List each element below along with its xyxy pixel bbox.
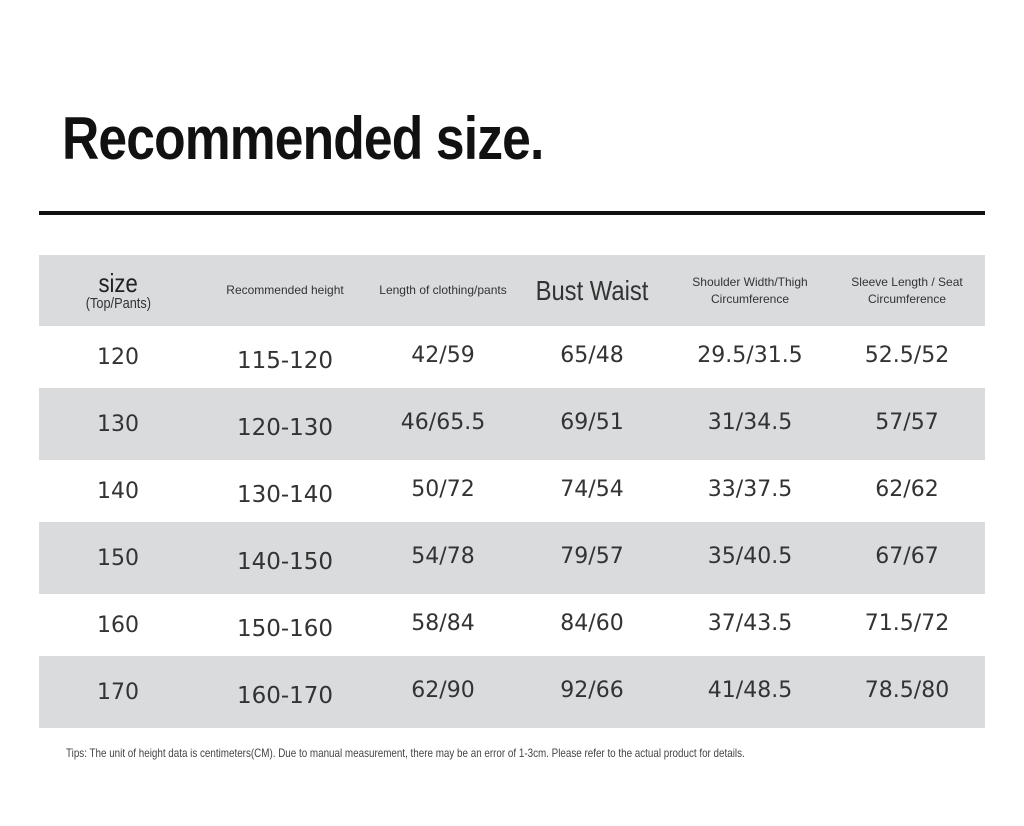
cell-shoulder: 29.5/31.5 bbox=[697, 342, 803, 368]
cell-bust-waist: 79/57 bbox=[560, 543, 624, 569]
table-row bbox=[39, 388, 985, 460]
cell-bust-waist: 69/51 bbox=[560, 409, 624, 435]
cell-height: 150-160 bbox=[236, 616, 334, 642]
cell-height: 160-170 bbox=[236, 683, 334, 709]
cell-shoulder: 33/37.5 bbox=[707, 476, 793, 502]
cell-size: 170 bbox=[97, 679, 139, 705]
cell-bust-waist: 84/60 bbox=[560, 610, 624, 636]
cell-bust-waist: 65/48 bbox=[560, 342, 624, 368]
cell-sleeve: 52.5/52 bbox=[864, 342, 950, 368]
cell-height: 140-150 bbox=[236, 549, 334, 575]
cell-size: 120 bbox=[97, 344, 139, 370]
header-height: Recommended height bbox=[226, 283, 344, 297]
cell-length: 50/72 bbox=[411, 476, 475, 502]
cell-sleeve: 57/57 bbox=[875, 409, 939, 435]
cell-shoulder: 35/40.5 bbox=[707, 543, 793, 569]
table-row bbox=[39, 656, 985, 728]
cell-length: 42/59 bbox=[411, 342, 475, 368]
cell-size: 150 bbox=[97, 545, 139, 571]
cell-sleeve: 78.5/80 bbox=[864, 677, 950, 703]
header-bust-waist: Bust Waist bbox=[535, 274, 649, 306]
cell-sleeve: 62/62 bbox=[875, 476, 939, 502]
cell-length: 46/65.5 bbox=[400, 409, 486, 435]
header-size bbox=[39, 255, 197, 326]
table-row bbox=[39, 594, 985, 656]
cell-bust-waist: 92/66 bbox=[560, 677, 624, 703]
cell-height: 115-120 bbox=[236, 348, 334, 374]
header-size-sub: (Top/Pants) bbox=[85, 295, 151, 312]
cell-bust-waist: 74/54 bbox=[560, 476, 624, 502]
cell-size: 140 bbox=[97, 478, 139, 504]
cell-shoulder: 31/34.5 bbox=[707, 409, 793, 435]
title-divider bbox=[39, 211, 985, 215]
cell-length: 58/84 bbox=[411, 610, 475, 636]
tips-note: Tips: The unit of height data is centimeters(CM). Due to manual measurement, there may be an error of 1-3cm. Please refer to the actual product for details. bbox=[66, 746, 745, 760]
size-table bbox=[39, 255, 985, 728]
table-row bbox=[39, 460, 985, 522]
header-size-label: size bbox=[98, 268, 138, 298]
cell-height: 120-130 bbox=[236, 415, 334, 441]
cell-length: 54/78 bbox=[411, 543, 475, 569]
header-sleeve: Sleeve Length / Seat Circumference bbox=[851, 274, 963, 306]
cell-shoulder: 37/43.5 bbox=[707, 610, 793, 636]
header-length: Length of clothing/pants bbox=[379, 283, 507, 297]
cell-sleeve: 71.5/72 bbox=[864, 610, 950, 636]
cell-length: 62/90 bbox=[411, 677, 475, 703]
cell-size: 160 bbox=[97, 612, 139, 638]
table-header-row bbox=[39, 255, 985, 326]
cell-shoulder: 41/48.5 bbox=[707, 677, 793, 703]
cell-size: 130 bbox=[97, 411, 139, 437]
table-row bbox=[39, 326, 985, 388]
header-shoulder: Shoulder Width/Thigh Circumference bbox=[692, 274, 808, 306]
page-title: Recommended size. bbox=[62, 105, 544, 172]
cell-sleeve: 67/67 bbox=[875, 543, 939, 569]
table-row bbox=[39, 522, 985, 594]
cell-height: 130-140 bbox=[236, 482, 334, 508]
